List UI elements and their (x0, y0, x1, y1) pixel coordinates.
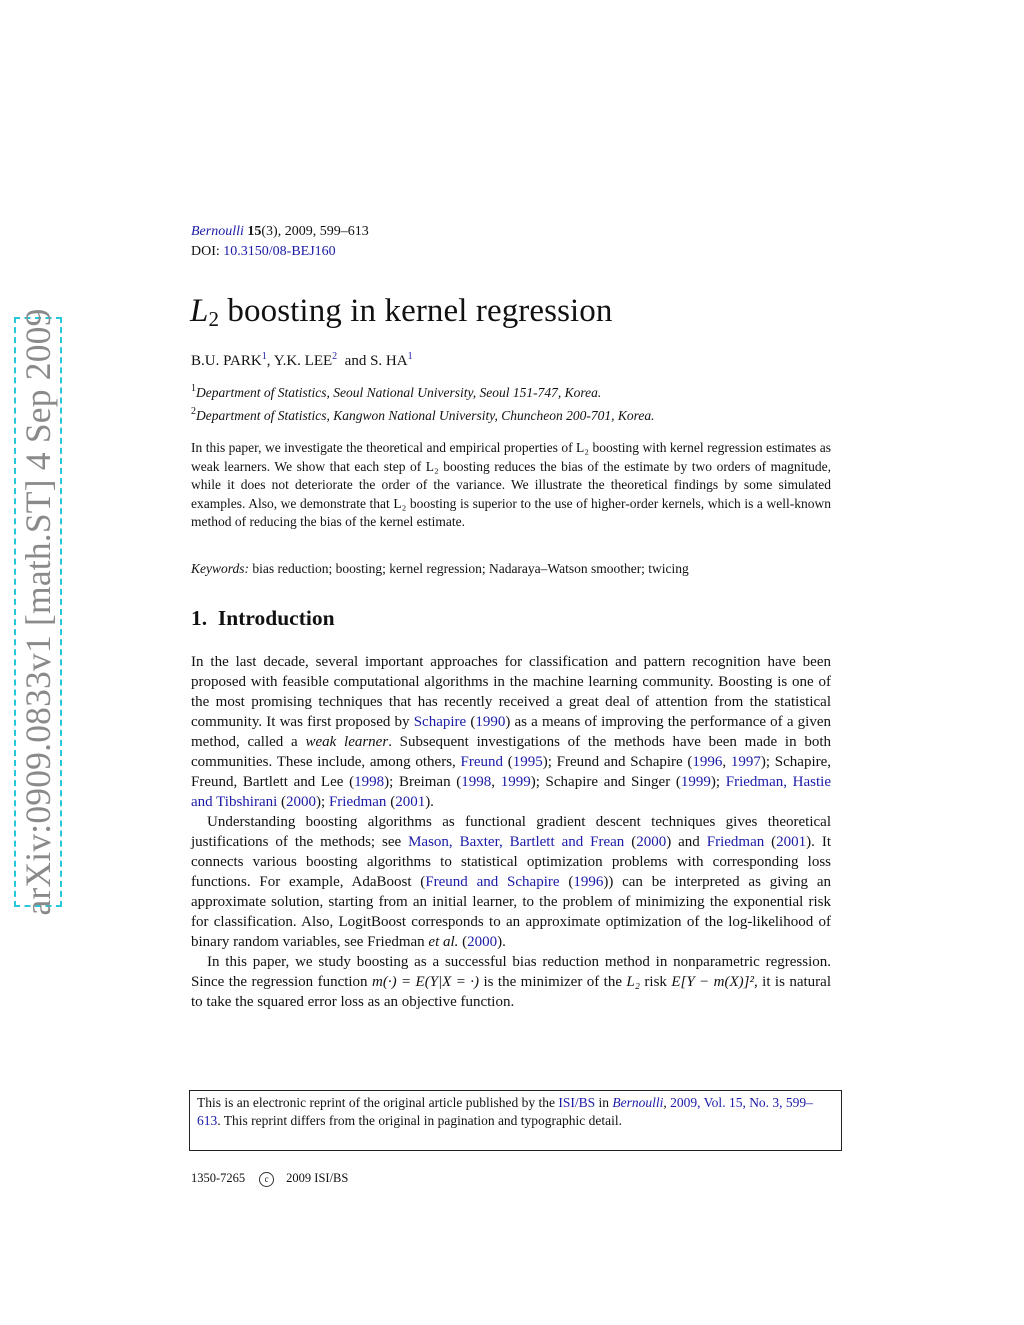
intro-paragraph-3 (191, 952, 831, 1012)
text-run: In this paper, we study boosting as a successful bias reduction method in nonparametric regression. Since the regression function (191, 954, 831, 990)
author-separator: , (266, 353, 274, 369)
text-run: ); (316, 794, 329, 810)
text-run: , (491, 774, 501, 790)
section-title: Introduction (217, 606, 335, 630)
citation-link[interactable]: 2000 (636, 834, 667, 850)
citation-link[interactable]: 1996 (692, 754, 723, 770)
author-affiliation-ref[interactable]: 2 (332, 351, 338, 362)
affiliation-text: Department of Statistics, Kangwon National University, Chuncheon 200-701, Korea. (196, 407, 655, 423)
text-run: ( (559, 874, 574, 890)
text-run: ( (458, 934, 468, 950)
citation-link[interactable]: 1999 (500, 774, 531, 790)
arxiv-identifier: arXiv:0909.0833v1 [math.ST] 4 Sep 2009 (18, 308, 58, 916)
text-run: ( (277, 794, 287, 810)
issn: 1350-7265 (191, 1171, 246, 1185)
text-run: Understanding boosting algorithms as functional gradient descent techniques gives theoretical justifications of the methods; see (191, 814, 831, 850)
affiliation-line (191, 380, 654, 403)
doi-line (191, 242, 369, 262)
affiliation-text: Department of Statistics, Seoul National University, Seoul 151-747, Korea. (196, 385, 602, 400)
title-symbol: L (190, 293, 209, 329)
emphasis-text: L₂ (626, 974, 640, 990)
text-run: ); Schapire, Freund, Bartlett and Lee ( (191, 754, 832, 790)
text-run: risk (639, 974, 672, 990)
text-run: . Subsequent investigations of the methods have been made in both communities. These include, among others, (191, 734, 831, 770)
doi-link[interactable]: 10.3150/08-BEJ160 (223, 244, 336, 259)
keywords (191, 561, 689, 577)
citation-link[interactable]: Schapire (413, 714, 467, 730)
citation-link[interactable]: Friedman, Hastie and Tibshirani (191, 774, 831, 810)
citation-link[interactable]: Friedman (328, 794, 387, 810)
introduction-body (191, 652, 831, 1012)
citation-link[interactable]: 1995 (512, 754, 543, 770)
text-run: ( (386, 794, 396, 810)
citation-link[interactable]: Bernoulli (612, 1095, 664, 1110)
abstract (191, 439, 831, 532)
text-run: is the minimizer of the (479, 974, 627, 990)
affiliation-line (191, 403, 654, 426)
text-run: ) as a means of improving the performance of a given method, called a (191, 714, 831, 750)
text-run: ) and (666, 834, 707, 850)
emphasis-text: et al. (428, 934, 459, 950)
citation-link[interactable]: ISI/BS (558, 1095, 596, 1110)
copyright-footer (191, 1171, 348, 1187)
author-affiliation-ref[interactable]: 1 (407, 351, 413, 362)
text-run: ). (425, 794, 434, 810)
affiliation-number: 2 (191, 405, 196, 417)
keywords-label: Keywords: (191, 561, 249, 576)
text-run: ); Breiman ( (384, 774, 462, 790)
citation-link[interactable]: 1998 (461, 774, 492, 790)
citation-link[interactable]: Freund and Schapire (425, 874, 560, 890)
section-number: 1. (191, 606, 208, 630)
affiliation-number: 1 (191, 383, 196, 394)
author-name: B.U. PARK (191, 353, 262, 369)
copyright-icon: c (259, 1172, 274, 1187)
intro-paragraph-1 (191, 652, 831, 812)
text-run: ( (624, 834, 637, 850)
text-run: ( (503, 754, 513, 770)
citation-link[interactable]: 2009, Vol. 15, No. 3, 599–613 (197, 1095, 813, 1128)
text-run: In the last decade, several important approaches for classification and pattern recognition have been proposed with feasible computational algorithms in the machine learning community. Boosting is one of the most promising techniques that has recently received a great deal of attention from the statistical community. It was first proposed by (191, 654, 831, 730)
abstract-text: In this paper, we investigate the theoretical and empirical properties of L₂ boosting with kernel regression estimates as weak learners. We show that each step of L₂ boosting reduces the bias of the estimate by two orders of magnitude, while it does not deteriorate the order of the variance. We illustrate the theoretical findings by some simulated examples. Also, we demonstrate that L₂ boosting is superior to the use of higher-order kernels, which is a well-known method of reducing the bias of the kernel estimate. (191, 440, 831, 529)
text-run: ). It connects various boosting algorithms to statistical optimization problems with corresponding loss functions. For example, AdaBoost ( (191, 834, 832, 890)
text-run: in (595, 1095, 613, 1110)
author-affiliation-ref[interactable]: 1 (261, 351, 267, 362)
paper-title (190, 293, 613, 332)
keywords-text: bias reduction; boosting; kernel regression; Nadaraya–Watson smoother; twicing (252, 561, 689, 576)
journal-name-link[interactable]: Bernoulli (191, 224, 244, 239)
text-run: )) can be interpreted as giving an approximate solution, starting from an initial learner, to the problem of minimizing the exponential risk for classification. Also, LogitBoost corresponds to an approximate optimization of the log-likelihood of binary random variables, see Friedman (191, 874, 831, 950)
citation-link[interactable]: Mason, Baxter, Bartlett and Frean (408, 834, 625, 850)
text-run: This is an electronic reprint of the original article published by the (197, 1095, 559, 1110)
journal-issue: (3), 2009, 599–613 (261, 224, 369, 239)
emphasis-text: weak learner (305, 734, 389, 750)
author-list (191, 351, 413, 370)
citation-link[interactable]: 1999 (680, 774, 711, 790)
text-run: , (663, 1095, 671, 1110)
citation-link[interactable]: Freund (460, 754, 504, 770)
text-run: ( (764, 834, 777, 850)
citation-link[interactable]: Friedman (706, 834, 765, 850)
affiliations (191, 380, 654, 425)
text-run: . This reprint differs from the original in pagination and typographic detail. (217, 1113, 623, 1128)
title-text: boosting in kernel regression (227, 293, 613, 329)
text-run: ); Schapire and Singer ( (530, 774, 681, 790)
citation-link[interactable]: 2000 (286, 794, 317, 810)
text-run: , it is natural to take the squared error loss as an objective function. (191, 974, 831, 1010)
citation-link[interactable]: 1990 (475, 714, 506, 730)
text-run: ); Freund and Schapire ( (542, 754, 693, 770)
citation-link[interactable]: 1998 (354, 774, 385, 790)
text-run: , (722, 754, 731, 770)
emphasis-text: E[Y − m(X)]² (671, 974, 754, 990)
emphasis-text: m(·) = E(Y|X = ·) (372, 974, 480, 990)
arxiv-stamp (14, 308, 62, 916)
citation-link[interactable]: 2000 (467, 934, 498, 950)
journal-header (191, 222, 369, 262)
text-run: ( (466, 714, 476, 730)
journal-citation (191, 222, 369, 242)
title-subscript: 2 (208, 307, 220, 331)
text-run: ); (710, 774, 726, 790)
author-name: Y.K. LEE (273, 353, 333, 369)
author-name: S. HA (370, 353, 408, 369)
doi-label: DOI: (191, 244, 220, 259)
intro-paragraph-2 (191, 812, 831, 952)
author-separator: and (337, 353, 371, 369)
citation-link[interactable]: 2001 (395, 794, 426, 810)
journal-volume: 15 (247, 224, 262, 239)
citation-link[interactable]: 1996 (573, 874, 604, 890)
text-run: ). (497, 934, 506, 950)
section-heading (191, 606, 335, 631)
citation-link[interactable]: 2001 (776, 834, 807, 850)
copyright-text: 2009 ISI/BS (286, 1171, 349, 1185)
citation-link[interactable]: 1997 (730, 754, 761, 770)
reprint-notice (189, 1090, 842, 1151)
